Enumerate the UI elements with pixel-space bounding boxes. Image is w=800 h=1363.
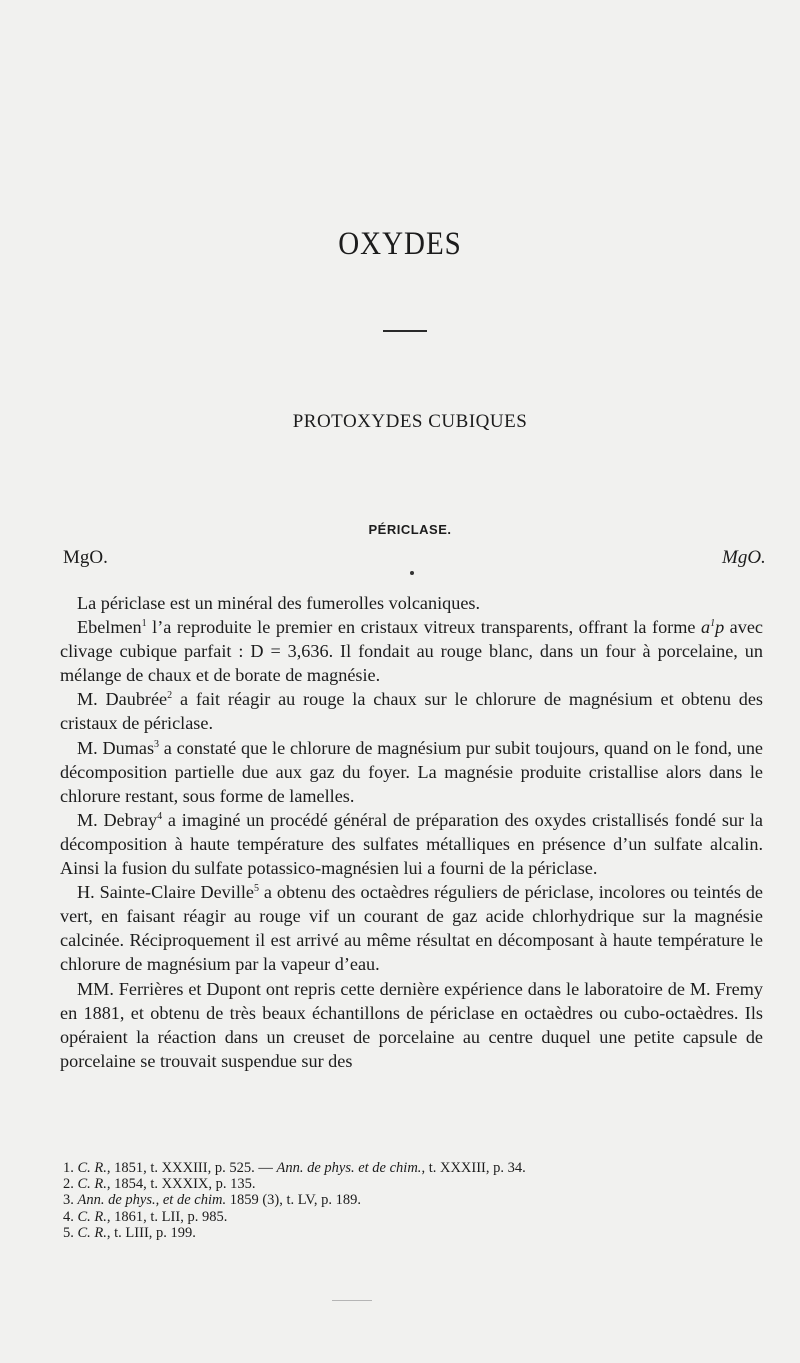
footnote-4: 4. C. R., 1861, t. LII, p. 985. — [63, 1208, 228, 1225]
mineral-heading: PÉRICLASE. — [368, 522, 452, 537]
title-rule — [383, 330, 427, 332]
footnote-ref: 4 — [157, 810, 163, 822]
paragraph-5: M. Debray$^4$ a imaginé un procédé général de préparation des oxydes cristallisés fondé sur la décomposition à haute température des sulfates métalliques en présence d’un sulfate alcalin. Ainsi la fusion du sulfate potassico-magnésien lui a fourni de la périclase. — [60, 809, 763, 879]
section-heading: PROTOXYDES CUBIQUES — [292, 411, 528, 432]
paragraph-7: MM. Ferrières et Dupont ont repris cette dernière expérience dans le laboratoire de M. Fremy en 1881, et obtenu de très beaux échantillons de périclase en octaèdres ou cubo-octaèdres. Ils opéraient la réaction dans un creuset de porcelaine au centre duquel une petite capsule de porcelaine se trouvait suspendue sur des — [60, 978, 763, 1071]
body-text — [60, 591, 763, 1073]
footnote-ref: 2 — [167, 690, 173, 702]
footnote-2: 2. C. R., 1854, t. XXXIX, p. 135. — [63, 1176, 256, 1193]
paragraph-6: H. Sainte-Claire Deville$^5$ a obtenu des octaèdres réguliers de périclase, incolores ou teintés de vert, en faisant réagir au rouge vif un courant de gaz acide chlorhydrique sur la magnésie calcinée. Réciproquement il est arrivé au même résultat en décomposant à haute température le chlorure de magnésium par la vapeur d’eau. — [60, 882, 763, 975]
formula-left: MgO. — [63, 547, 108, 568]
paragraph-3: M. Daubrée$^2$ a fait réagir au rouge la chaux sur le chlorure de magnésium et obtenu des cristaux de périclase. — [60, 689, 763, 734]
formula-right: MgO. — [722, 547, 766, 568]
ornament-dot — [410, 571, 414, 575]
footnote-5: 5. C. R., t. LIII, p. 199. — [63, 1224, 196, 1241]
paragraph-4: M. Dumas$^3$ a constaté que le chlorure de magnésium pur subit toujours, quand on le fond, une décomposition partielle due aux gaz du foyer. La magnésie produite cristallise alors dans le chlorure restant, sous forme de lamelles. — [60, 737, 764, 806]
footnote-ref: 5 — [254, 883, 259, 895]
footnote-ref: 3 — [154, 738, 160, 750]
footnote-1: 1. C. R., 1851, t. XXXIII, p. 525. — Ann. de phys. et de chim., t. XXXIII, p. 34. — [63, 1160, 526, 1176]
paragraph-1: La périclase est un minéral des fumerolles volcaniques. — [77, 593, 481, 613]
footnote-3: 3. Ann. de phys., et de chim. 1859 (3), t. LV, p. 189. — [63, 1192, 362, 1209]
footnotes — [63, 1160, 763, 1241]
page-title: OXYDES — [338, 226, 462, 262]
footnote-ref: 1 — [141, 618, 147, 630]
crystal-form: $a^1p$ — [700, 617, 725, 638]
bottom-mark — [332, 1300, 372, 1301]
paragraph-2: Ebelmen$^1$ l’a reproduite le premier en cristaux vitreux transparents, offrant la forme $a^1p$ avec clivage cubique parfait : D = 3,636. Il fondait au rouge blanc, dans un four à porcelaine, un mélange de chaux et de borate de magnésie. — [60, 617, 763, 686]
